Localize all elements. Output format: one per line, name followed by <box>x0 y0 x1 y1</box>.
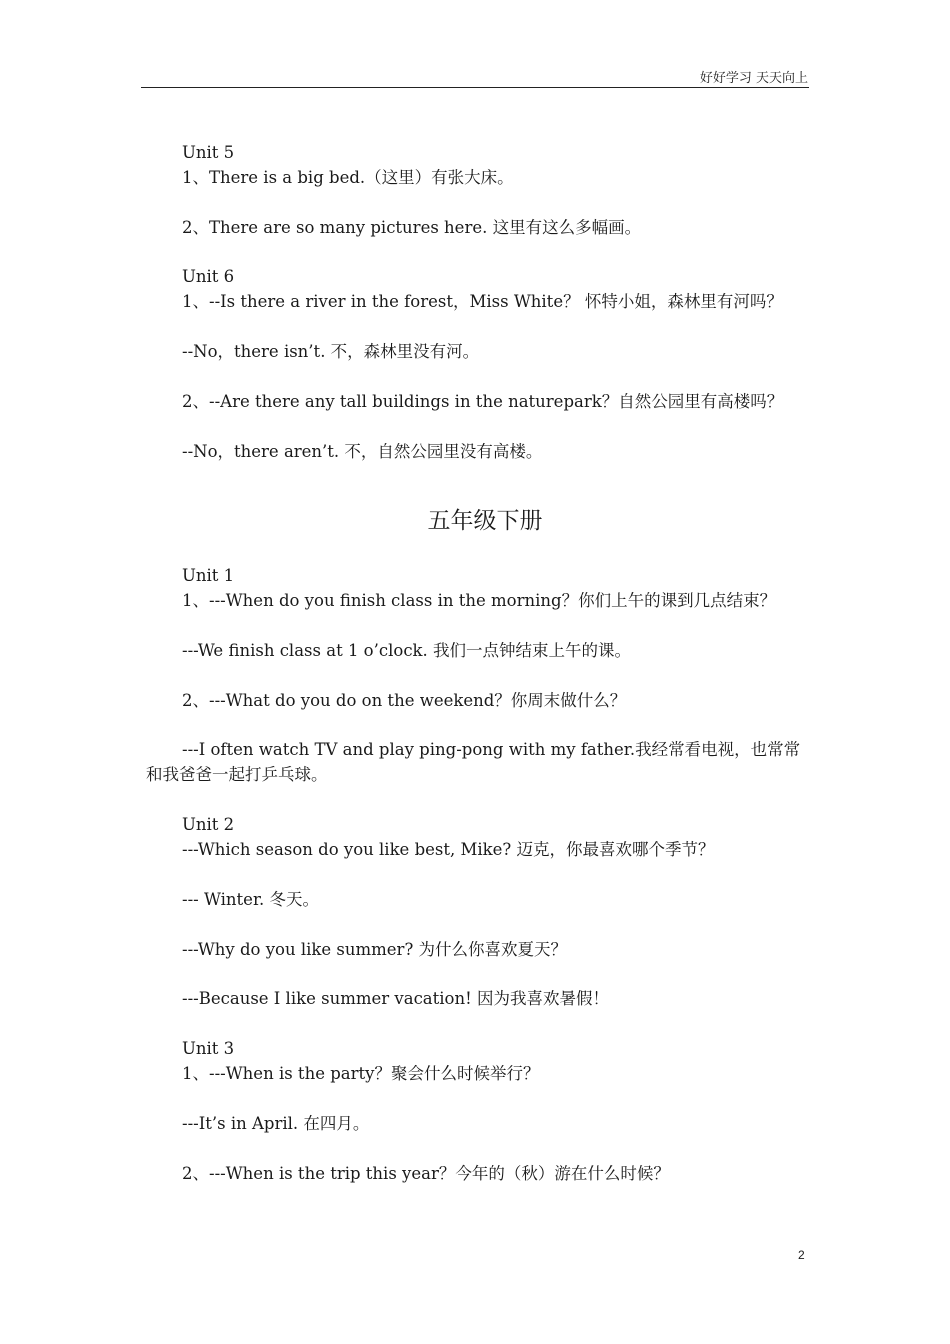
page-number: 2 <box>798 1248 805 1262</box>
sentence-line: 1、--Is there a river in the forest，Miss White？ 怀特小姐，森林里有河吗？ <box>182 292 783 311</box>
sentence-line: ---Which season do you like best, Mike? 迈克，你最喜欢哪个季节？ <box>182 840 715 859</box>
sentence-line: --No，there aren’t. 不，自然公园里没有高楼。 <box>182 442 543 461</box>
unit-heading: Unit 5 <box>182 143 235 162</box>
unit-heading: Unit 6 <box>182 267 235 286</box>
sentence-line: 2、--Are there any tall buildings in the naturepark？自然公园里有高楼吗？ <box>182 392 784 411</box>
unit-heading: Unit 3 <box>182 1039 235 1058</box>
sentence-line-continuation: 和我爸爸一起打乒乓球。 <box>146 765 328 784</box>
sentence-line: ---Because I like summer vacation! 因为我喜欢暑假！ <box>182 989 609 1008</box>
sentence-line: 2、---When is the trip this year？今年的（秋）游在什么时候？ <box>182 1164 670 1183</box>
sentence-line: ---Why do you like summer? 为什么你喜欢夏天？ <box>182 940 568 959</box>
sentence-line: 1、There is a big bed.（这里）有张大床。 <box>182 168 514 187</box>
sentence-line: ---I often watch TV and play ping-pong with my father.我经常看电视，也常常 <box>182 740 801 759</box>
sentence-line: ---We finish class at 1 o’clock. 我们一点钟结束上午的课。 <box>182 641 632 660</box>
sentence-line: 1、---When do you finish class in the morning？你们上午的课到几点结束？ <box>182 591 777 610</box>
sentence-line: 2、There are so many pictures here. 这里有这么多幅画。 <box>182 218 642 237</box>
header-divider <box>141 87 809 88</box>
sentence-line: 1、---When is the party？聚会什么时候举行？ <box>182 1064 540 1083</box>
header-motto: 好好学习 天天向上 <box>699 71 808 86</box>
sentence-line: --No，there isn’t. 不，森林里没有河。 <box>182 342 480 361</box>
section-title: 五年级下册 <box>427 508 543 534</box>
unit-heading: Unit 1 <box>182 566 235 585</box>
sentence-line: --- Winter. 冬天。 <box>182 890 320 909</box>
sentence-line: 2、---What do you do on the weekend？你周末做什么？ <box>182 691 627 710</box>
sentence-line: ---It’s in April. 在四月。 <box>182 1114 370 1133</box>
unit-heading: Unit 2 <box>182 815 235 834</box>
